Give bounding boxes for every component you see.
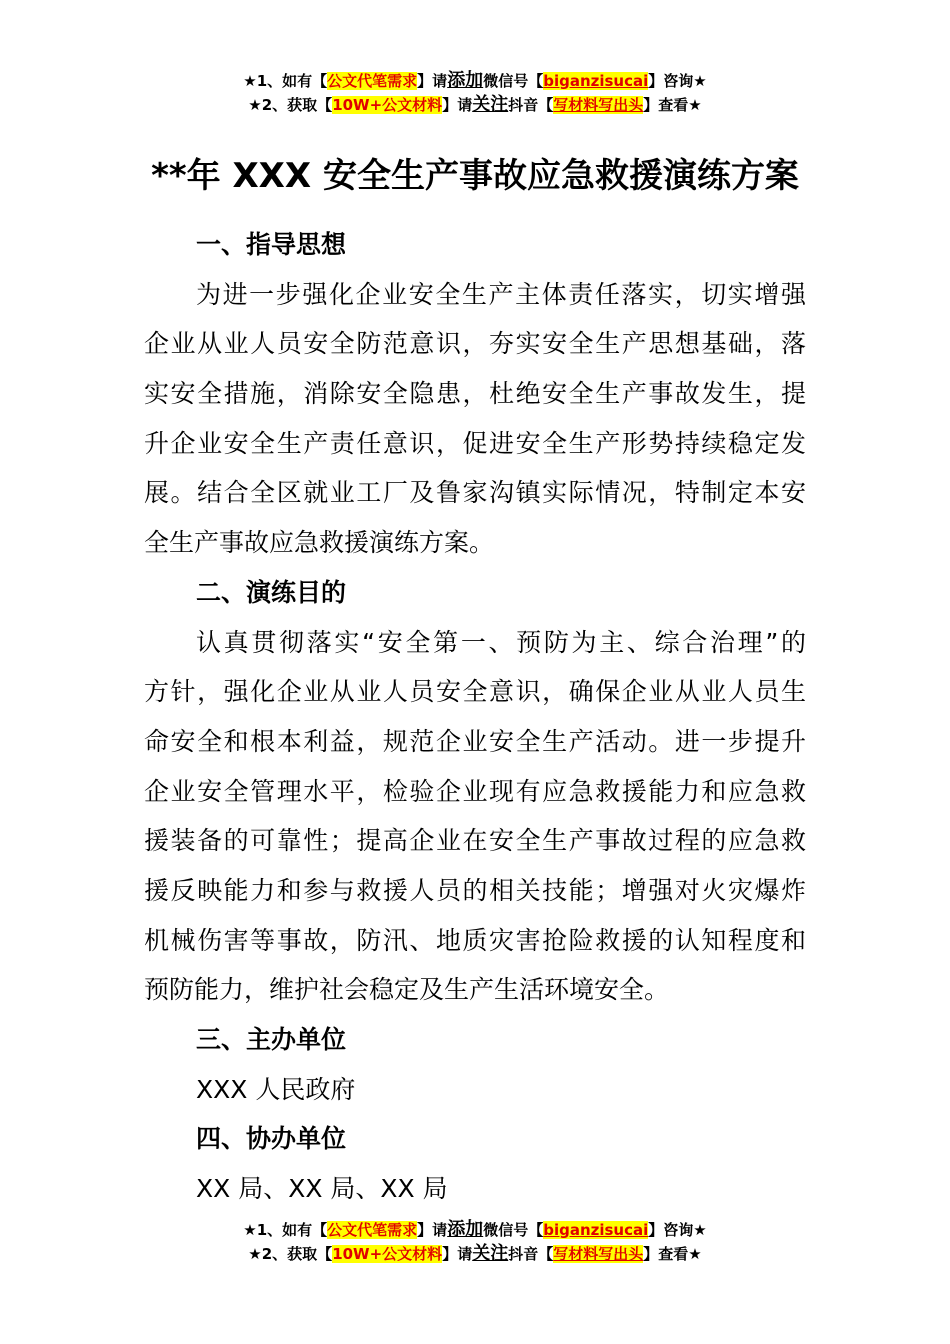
document-title: **年 XXX 安全生产事故应急救援演练方案 — [151, 156, 799, 196]
paragraph-line: 企业从业人员安全防范意识，夯实安全生产思想基础，落 — [144, 329, 806, 359]
document-body — [144, 220, 806, 1214]
paragraph-line: 认真贯彻落实“安全第一、预防为主、综合治理”的 — [196, 627, 806, 657]
promo-text: 】查看★ — [643, 1245, 702, 1263]
paragraph-line: 实安全措施，消除安全隐患，杜绝安全生产事故发生，提 — [144, 379, 806, 409]
section-heading: 三、主办单位 — [196, 1025, 347, 1054]
paragraph-line: 全生产事故应急救援演练方案。 — [144, 528, 495, 558]
promo-text: 】请 — [417, 72, 448, 90]
promo-douyin-id: 写材料写出头 — [553, 96, 644, 114]
paragraph-line: 机械伤害等事故，防汛、地质灾害抢险救援的认知程度和 — [144, 925, 806, 955]
promo-wechat-id: biganzisucai — [543, 72, 649, 90]
paragraph-line: 方针，强化企业从业人员安全意识，确保企业从业人员生 — [144, 677, 806, 707]
promo-underline: 关注 — [472, 94, 509, 115]
promo-text: ★2、获取【 — [248, 96, 333, 114]
promo-header — [0, 69, 950, 117]
promo-underline: 添加 — [447, 70, 484, 91]
promo-line-1 — [0, 69, 950, 93]
paragraph-line: XXX 人民政府 — [196, 1074, 356, 1104]
section-heading: 二、演练目的 — [196, 577, 347, 607]
promo-line-2 — [0, 1242, 950, 1266]
promo-highlight: 公文代笔需求 — [327, 1221, 418, 1239]
section-heading: 一、指导思想 — [196, 230, 347, 259]
promo-text: 】咨询★ — [648, 1221, 707, 1239]
promo-text: 】请 — [442, 96, 473, 114]
paragraph-line: 企业安全管理水平，检验企业现有应急救援能力和应急救 — [144, 776, 806, 806]
paragraph-line: 命安全和根本利益，规范企业安全生产活动。进一步提升 — [144, 726, 806, 756]
promo-text: 】请 — [417, 1221, 448, 1239]
promo-wechat-id: biganzisucai — [543, 1221, 649, 1239]
promo-footer — [0, 1218, 950, 1266]
promo-highlight: 公文代笔需求 — [327, 72, 418, 90]
paragraph-line: 升企业安全生产责任意识，促进安全生产形势持续稳定发 — [144, 428, 806, 458]
paragraph-line: 援装备的可靠性；提高企业在安全生产事故过程的应急救 — [144, 826, 806, 856]
promo-douyin-id: 写材料写出头 — [553, 1245, 644, 1263]
paragraph-line: XX 局、XX 局、XX 局 — [196, 1174, 448, 1204]
promo-text: 】查看★ — [643, 96, 702, 114]
promo-text: ★1、如有【 — [243, 1221, 328, 1239]
paragraph-line: 预防能力，维护社会稳定及生产生活环境安全。 — [144, 975, 670, 1005]
section-heading: 四、协办单位 — [196, 1124, 347, 1154]
promo-text: 】请 — [442, 1245, 473, 1263]
paragraph-line: 援反映能力和参与救援人员的相关技能；增强对火灾爆炸 — [144, 875, 806, 905]
promo-underline: 关注 — [472, 1243, 509, 1264]
paragraph-line: 展。结合全区就业工厂及鲁家沟镇实际情况，特制定本安 — [144, 478, 806, 508]
promo-highlight: 10W+公文材料 — [332, 1245, 443, 1263]
promo-line-2 — [0, 93, 950, 117]
promo-line-1 — [0, 1218, 950, 1242]
promo-text: 抖音【 — [508, 1245, 554, 1263]
promo-text: 抖音【 — [508, 96, 554, 114]
promo-highlight: 10W+公文材料 — [332, 96, 443, 114]
promo-underline: 添加 — [447, 1219, 484, 1240]
promo-text: ★2、获取【 — [248, 1245, 333, 1263]
promo-text: 微信号【 — [483, 72, 544, 90]
promo-text: ★1、如有【 — [243, 72, 328, 90]
promo-text: 微信号【 — [483, 1221, 544, 1239]
paragraph-line: 为进一步强化企业安全生产主体责任落实，切实增强 — [196, 279, 806, 309]
promo-text: 】咨询★ — [648, 72, 707, 90]
